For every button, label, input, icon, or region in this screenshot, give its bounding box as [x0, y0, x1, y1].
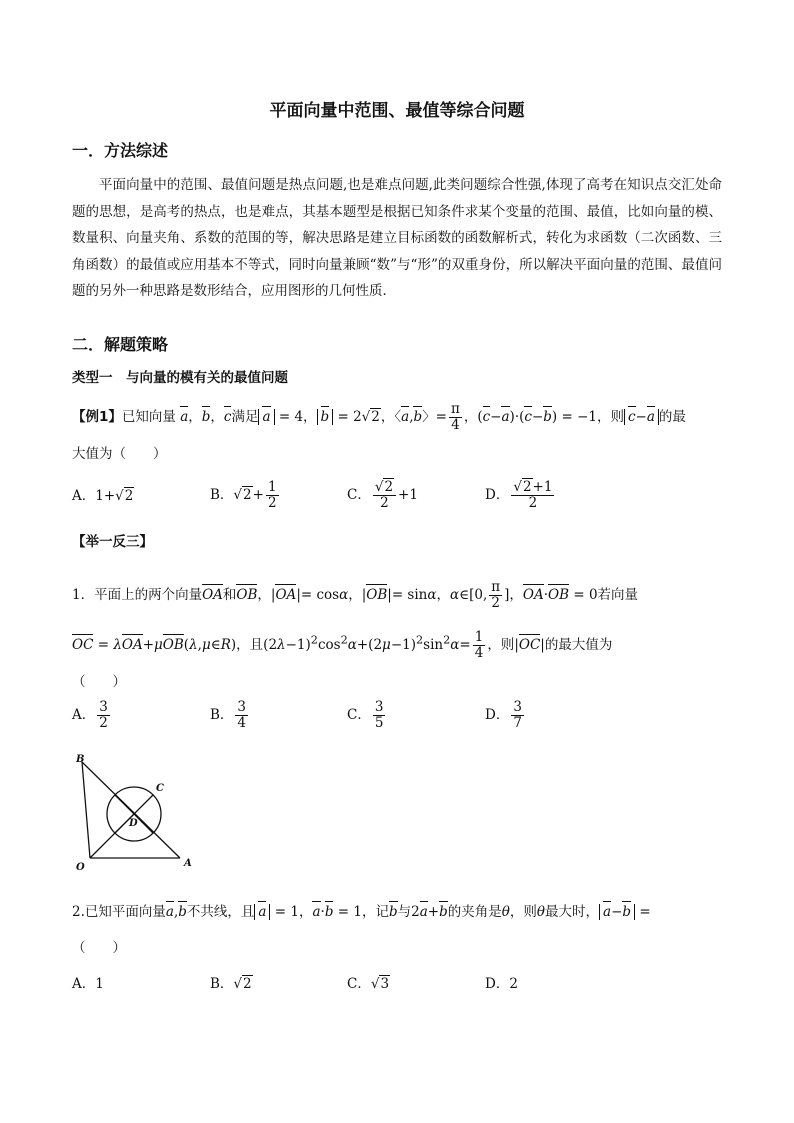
- q1-option-a: A． $\frac{3}{2}$: [72, 699, 108, 731]
- q2-option-d: D．2: [485, 976, 518, 992]
- label-a: A: [184, 858, 192, 869]
- q1-option-d: D． $\frac{3}{7}$: [485, 699, 522, 731]
- q1-option-b: B． $\frac{3}{4}$: [210, 699, 247, 731]
- example1-option-b: B．√2+ $\frac{1}{2}$: [210, 479, 277, 511]
- section-heading-method: 一．方法综述: [72, 141, 169, 160]
- q2-paren: （ ）: [72, 940, 126, 956]
- q1-paren: （ ）: [72, 674, 126, 690]
- q1-stem-line1: 1．平面上的两个向量OA和OB，|OA|= cosα，|OB|= sinα，α∈[0, $\frac{\pi}{2}$ ]，OA·OB = 0若向量: [72, 579, 639, 611]
- example1-option-a: A．1+√2: [72, 488, 134, 504]
- segment-od: [90, 814, 134, 858]
- segment-ba: [82, 762, 180, 858]
- label-o: O: [76, 862, 85, 872]
- label-d: D: [129, 818, 138, 829]
- overview-paragraph: 平面向量中的范围、最值问题是热点问题,也是难点问题,此类问题综合性强,体现了高考在知识点交汇处命题的思想，是高考的热点，也是难点，其基本题型是根据已知条件求某个变量的范围、最值，比如向量的模、数量积、向量夹角、系数的范围的等，解决思路是建立目标函数的函数解析式，转化为求函数（二次函数、三角函数）的最值或应用基本不等式，同时向量兼顾“数”与“形”的双重身份，所以解决平面向量的范围、最值问题的另外一种思路是数形结合，应用图形的几何性质．: [72, 177, 722, 299]
- example1-tag: 【例1】: [72, 408, 122, 425]
- segment-ob: [82, 762, 90, 858]
- q1-stem-line2: OC = λOA+μOB(λ,μ∈R)，且$(2\lambda-1)^2\cos^2\alpha+(2\mu-1)^2\sin^2\alpha=$ $\frac{1}{4}$ ，则|OC|的最大值为: [72, 629, 613, 661]
- label-b: B: [76, 754, 85, 765]
- geometry-figure: [72, 754, 202, 872]
- q2-stem-line1: 2.已知平面向量a,b不共线，且 a = 1，a·b = 1，记b与2a+b的夹角是θ，则θ最大时， a−b =: [72, 904, 651, 920]
- label-c: C: [156, 783, 164, 794]
- section-heading-strategy: 二．解题策略: [72, 335, 169, 354]
- type1-heading: 类型一 与向量的模有关的最值问题: [72, 370, 288, 386]
- q2-option-c: C．√3: [347, 976, 390, 992]
- page-title: 平面向量中范围、最值等综合问题: [269, 101, 525, 121]
- example1-option-c: C． $\frac{√2}{2}$ +1: [347, 479, 418, 511]
- example1-option-d: D． $\frac{√2+1}{2}$: [485, 479, 553, 511]
- example1-stem-line2: 大值为（ ）: [72, 446, 167, 462]
- q2-option-b: B．√2: [210, 976, 252, 992]
- practice-heading: 【举一反三】: [72, 534, 153, 550]
- example1-stem: 【例1】已知向量 a，b，c满足 a = 4， b = 2√2，〈a,b〉= $\frac{\pi}{4}$ ，(c−a)·(c−b) = −1，则 c−a 的最: [72, 401, 686, 433]
- q1-option-c: C． $\frac{3}{5}$: [347, 699, 384, 731]
- q2-option-a: A．1: [72, 976, 104, 992]
